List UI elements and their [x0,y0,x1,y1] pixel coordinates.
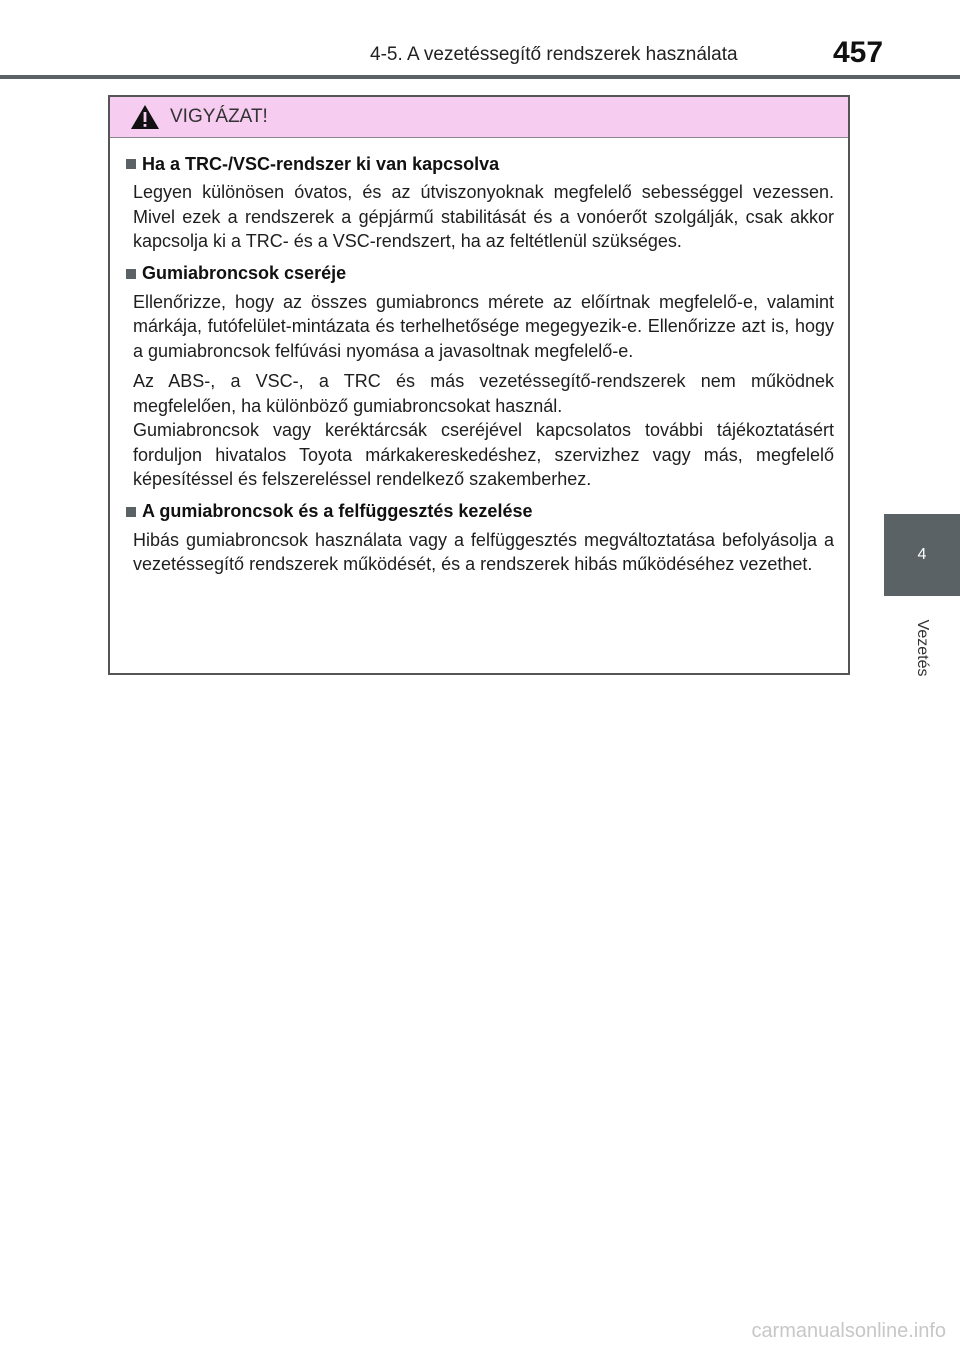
section-paragraph: Ellenőrizze, hogy az összes gumiabroncs mérete az előírtnak megfelelő-e, valamint márkája, futófelület-mintázata és terhelhetősége megegyezik-e. Ellenőrizze azt is, hogy a gumiabroncsok felfúvási nyomása a javasoltnak megfelelő-e. [133,291,834,361]
section-tire-replacement [124,260,834,492]
section-paragraph: Hibás gumiabroncsok használata vagy a felfüggesztés megváltoztatása befolyásolja a vezetéssegítő rendszerek működését, és a rendszerek hibás működéséhez vezethet. [133,529,834,574]
section-heading [124,150,834,178]
bullet-square-icon [126,269,136,279]
section-paragraph: Gumiabroncsok vagy keréktárcsák cseréjével kapcsolatos további tájékoztatásért forduljon hivatalos Toyota márkakereskedéshez, szervizhez vagy más, megfelelő képesítéssel és felszereléssel rendelkező szakemberhez. [133,420,834,489]
page-number: 457 [833,36,884,69]
section-heading-text: Ha a TRC-/VSC-rendszer ki van kapcsolva [142,153,500,174]
section-paragraph: Az ABS-, a VSC-, a TRC és más vezetéssegítő-rendszerek nem működnek megfelelően, ha különböző gumiabroncsokat használ. [133,371,834,416]
section-tire-suspension-handling [124,498,834,577]
warning-header [110,97,848,138]
warning-box [108,95,850,675]
header-rule [0,75,960,79]
section-trc-vsc-off [124,150,834,254]
chapter-tab [884,514,960,596]
chapter-label [892,608,952,688]
page-header-title: 4-5. A vezetéssegítő rendszerek használata [370,44,738,65]
bullet-square-icon [126,507,136,517]
chapter-label-text: Vezetés [914,619,931,677]
section-heading-text: Gumiabroncsok cseréje [142,263,347,283]
watermark: carmanualsonline.info [751,1320,946,1342]
warning-triangle-icon [130,104,160,130]
warning-body [110,138,848,577]
chapter-number: 4 [917,546,927,563]
section-paragraph: Legyen különösen óvatos, és az útviszonyoknak megfelelő sebességgel vezessen. Mivel ezek a rendszerek a gépjármű stabilitását és a vonóerőt szolgálják, csak akkor kapcsolja ki a TRC- és a VSC-rendszert, ha az feltétlenül szükséges. [133,182,834,251]
section-heading [124,498,834,526]
section-heading [124,260,834,288]
section-heading-text: A gumiabroncsok és a felfüggesztés kezelése [142,501,533,521]
bullet-square-icon [126,159,136,169]
warning-title: VIGYÁZAT! [170,106,268,127]
